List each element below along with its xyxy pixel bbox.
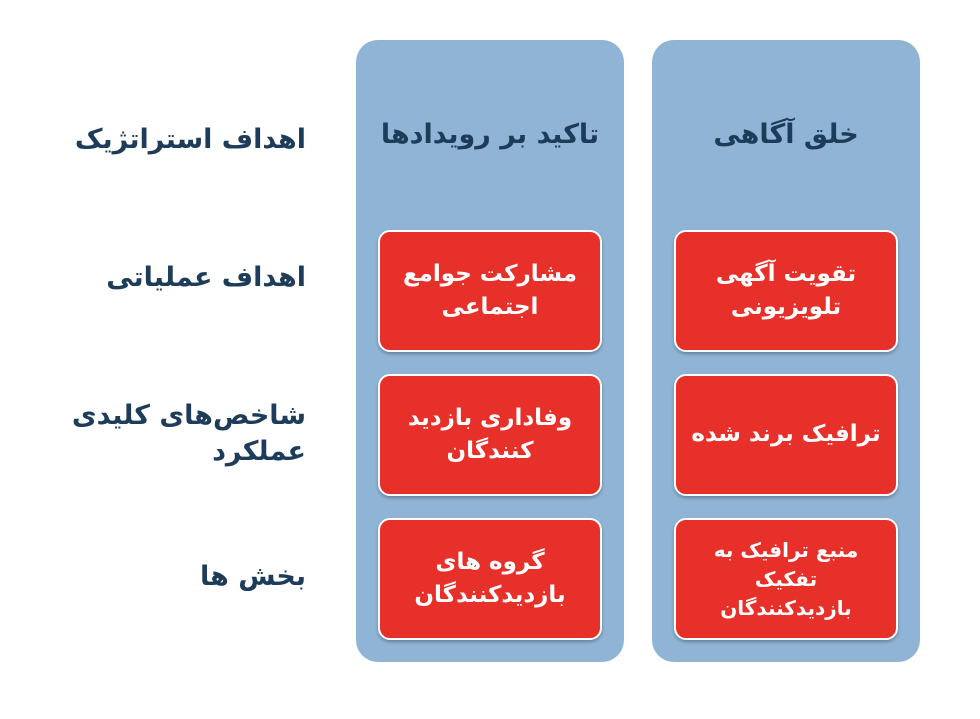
card-group: [674, 230, 898, 640]
card-social-community-participation: مشارکت جوامع اجتماعی: [378, 230, 602, 352]
legend-item-kpis: شاخص‌های کلیدی عملکرد: [71, 400, 306, 468]
legend: [34, 40, 306, 662]
legend-item-operational-goals: اهداف عملیاتی: [106, 262, 306, 293]
card-branded-traffic: ترافیک برند شده: [674, 374, 898, 496]
legend-item-segments: بخش ها: [199, 561, 306, 592]
card-traffic-source-by-visitor: منبع ترافیک به تفکیک بازدیدکنندگان: [674, 518, 898, 640]
column-title: تاکید بر رویدادها: [380, 119, 600, 151]
legend-item-strategic-goals: اهداف استراتژیک: [74, 124, 306, 155]
column-awareness: [652, 40, 920, 662]
card-visitor-loyalty: وفاداری بازدید کنندگان: [378, 374, 602, 496]
card-group: [378, 230, 602, 640]
columns-area: [356, 40, 920, 662]
column-title: خلق آگاهی: [713, 119, 859, 151]
card-visitor-groups: گروه های بازدیدکنندگان: [378, 518, 602, 640]
card-tv-ad-boost: تقویت آگهی تلویزیونی: [674, 230, 898, 352]
column-events-emphasis: [356, 40, 624, 662]
